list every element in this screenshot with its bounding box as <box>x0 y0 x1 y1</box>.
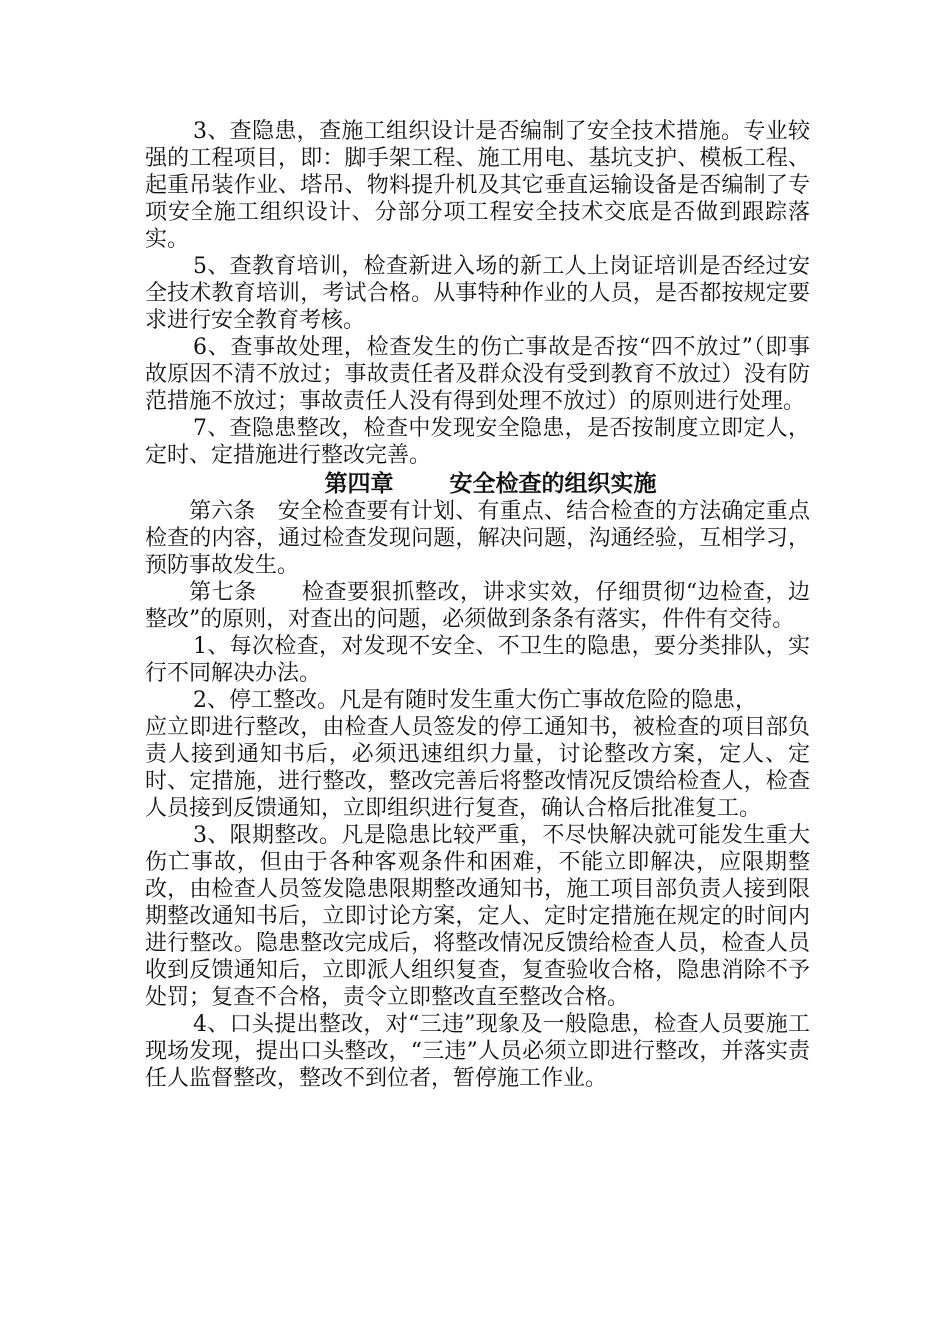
paragraph-item-2-continued: 应立即进行整改，由检查人员签发的停工通知书，被检查的项目部负责人接到通知书后，必须迅速组织力量，讨论整改方案，定人、定时、定措施，进行整改，整改完善后将整改情况反馈给检查人，检查人员接到反馈通知，立即组织进行复查，确认合格后批准复工。 <box>145 715 810 821</box>
paragraph-item-1: 1、每次检查，对发现不安全、不卫生的隐患，要分类排队，实行不同解决办法。 <box>145 634 810 686</box>
paragraph-check-hazards: 3、查隐患，查施工组织设计是否编制了安全技术措施。专业较强的工程项目，即：脚手架工程、施工用电、基坑支护、模板工程、起重吊装作业、塔吊、物料提升机及其它垂直运输设备是否编制了专项安全施工组织设计、分部分项工程安全技术交底是否做到跟踪落实。 <box>145 119 810 252</box>
article-6: 第六条 安全检查要有计划、有重点、结合检查的方法确定重点检查的内容，通过检查发现问题，解决问题，沟通经验，互相学习，预防事故发生。 <box>145 499 810 578</box>
paragraph-item-2: 2、停工整改。凡是有随时发生重大伤亡事故危险的隐患， <box>193 688 757 713</box>
chapter-title: 安全检查的组织实施 <box>449 470 657 497</box>
paragraph-item-3: 3、限期整改。凡是隐患比较严重，不尽快解决就可能发生重大伤亡事故，但由于各种客观条件和困难，不能立即解决，应限期整改，由检查人员签发隐患限期整改通知书，施工项目部负责人接到限期整改通知书后，立即讨论方案，定人、定时定措施在规定的时间内进行整改。隐患整改完成后，将整改情况反馈给检查人员，检查人员收到反馈通知后，立即派人组织复查，复查验收合格，隐患消除不予处罚；复查不合格，责令立即整改直至整改合格。 <box>145 823 810 1010</box>
paragraph-check-accidents: 6、查事故处理，检查发生的伤亡事故是否按“四不放过”（即事故原因不清不放过；事故责任者及群众没有受到教育不放过）没有防范措施不放过；事故责任人没有得到处理不放过）的原则进行处理。 <box>145 335 810 414</box>
paragraph-check-rectification: 7、查隐患整改，检查中发现安全隐患，是否按制度立即定人，定时、定措施进行整改完善。 <box>145 416 810 468</box>
chapter-number: 第四章 <box>324 470 394 497</box>
article-7: 第七条 检查要狠抓整改，讲求实效，仔细贯彻“边检查，边整改”的原则，对查出的问题，必须做到条条有落实，件件有交待。 <box>145 580 810 632</box>
paragraph-check-training: 5、查教育培训，检查新进入场的新工人上岗证培训是否经过安全技术教育培训，考试合格。从事特种作业的人员，是否都按规定要求进行安全教育考核。 <box>145 254 810 333</box>
paragraph-item-4: 4、口头提出整改，对“三违”现象及一般隐患，检查人员要施工现场发现，提出口头整改，“三违”人员必须立即进行整改，并落实责任人监督整改，整改不到位者，暂停施工作业。 <box>145 1012 810 1091</box>
chapter-heading <box>145 469 810 498</box>
document-page <box>145 118 810 1092</box>
